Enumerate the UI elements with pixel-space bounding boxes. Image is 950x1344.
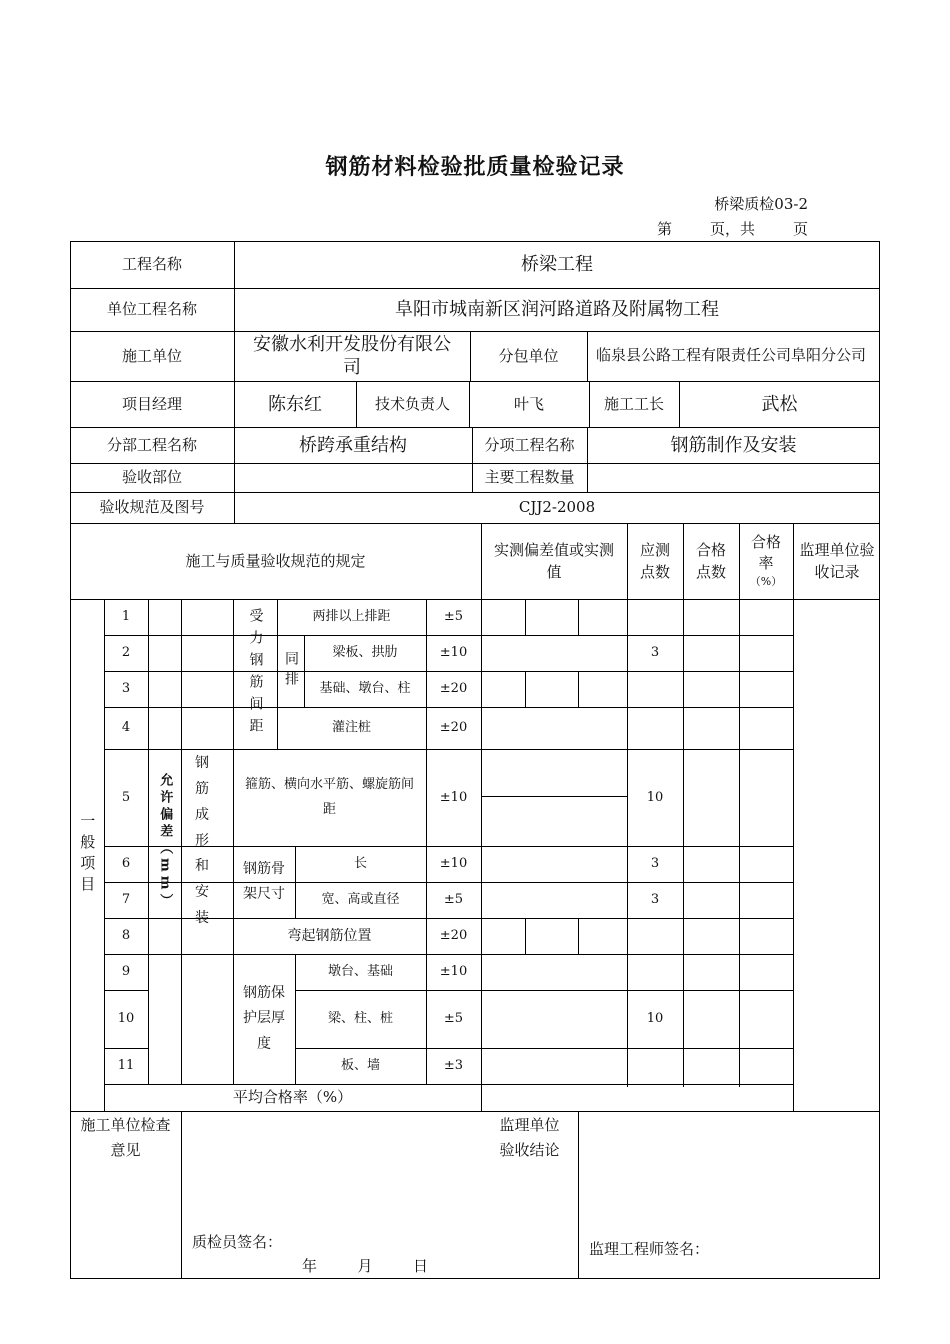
row-tol-6: ±10 xyxy=(439,856,468,872)
project-name-value: 桥梁工程 xyxy=(521,254,593,275)
average-pass-rate-label: 平均合格率（%） xyxy=(232,1088,353,1107)
same-row-group xyxy=(277,635,304,707)
supervisor-conclusion-text: 监理单位验收结论 xyxy=(499,1116,560,1159)
row-no-3: 3 xyxy=(121,681,131,697)
row-no-2: 2 xyxy=(121,645,131,661)
row-points-10: 10 xyxy=(646,1011,664,1027)
page-label-2: 页，共 xyxy=(709,220,755,238)
contractor-value: 安徽水利开发股份有限公司 xyxy=(253,333,451,378)
row-item-5: 箍筋、横向水平筋、螺旋筋间距 xyxy=(244,776,414,817)
row-item-8: 弯起钢筋位置 xyxy=(287,927,372,944)
date-year: 年 xyxy=(302,1256,318,1275)
page-label-3: 页 xyxy=(792,220,808,238)
date-day: 日 xyxy=(412,1256,428,1275)
quantity-label: 主要工程数量 xyxy=(484,468,575,487)
row-no-10: 10 xyxy=(117,1011,135,1027)
unit-project-label: 单位工程名称 xyxy=(106,300,197,319)
row-tol-7: ±5 xyxy=(443,892,464,908)
allow-deviation-label: 允许偏差（mm） xyxy=(157,772,173,911)
row-item-7: 宽、高或直径 xyxy=(321,892,400,908)
frame-size-label: 钢筋骨架尺寸 xyxy=(243,860,285,902)
forming-label: 钢筋成形和安装 xyxy=(195,754,219,927)
row-no-7: 7 xyxy=(121,892,131,908)
supervisor-conclusion-label xyxy=(481,1111,578,1163)
contractor-label: 施工单位 xyxy=(121,346,182,365)
division-value: 桥跨承重结构 xyxy=(299,434,407,456)
date-line xyxy=(300,1254,430,1278)
supervisor-header: 监理单位验收记录 xyxy=(799,540,875,581)
foreman-value: 武松 xyxy=(761,393,798,415)
forming-group xyxy=(181,599,233,1084)
row-points-7: 3 xyxy=(650,892,660,908)
subitem-label: 分项工程名称 xyxy=(484,435,575,454)
spec-value: CJJ2-2008 xyxy=(518,498,596,517)
stressed-spacing-group xyxy=(233,599,277,749)
row-no-5: 5 xyxy=(121,789,131,805)
row-tol-8: ±20 xyxy=(439,928,468,944)
passed-header: 合格点数 xyxy=(695,540,726,581)
row-item-11: 板、墙 xyxy=(340,1058,380,1074)
pm-value: 陈东红 xyxy=(268,393,322,415)
tech-label: 技术负责人 xyxy=(374,394,450,413)
project-name-label: 工程名称 xyxy=(121,255,182,274)
row-item-10: 梁、柱、桩 xyxy=(327,1011,393,1027)
page-label-1: 第 xyxy=(656,220,672,238)
row-tol-5: ±10 xyxy=(439,789,468,805)
general-items-label: 一般项目 xyxy=(78,813,97,897)
contractor-opinion-text: 施工单位检查意见 xyxy=(80,1116,171,1159)
row-points-5: 10 xyxy=(646,789,664,805)
row-points-2: 3 xyxy=(650,645,660,661)
row-tol-11: ±3 xyxy=(443,1058,464,1074)
form-number: 桥梁质检03-2 xyxy=(714,195,808,213)
row-item-1: 两排以上排距 xyxy=(312,609,391,625)
rate-header-unit: （%） xyxy=(749,575,783,589)
subitem-value: 钢筋制作及安装 xyxy=(670,434,797,456)
same-row-label: 同排 xyxy=(283,651,299,691)
row-tol-10: ±5 xyxy=(443,1011,464,1027)
engineer-sign-label: 监理工程师签名： xyxy=(589,1239,710,1258)
location-label: 验收部位 xyxy=(121,468,182,487)
row-no-11: 11 xyxy=(117,1058,135,1074)
row-item-9: 墩台、基础 xyxy=(327,964,393,980)
row-item-3: 基础、墩台、柱 xyxy=(319,681,411,697)
row-no-6: 6 xyxy=(121,856,131,872)
rate-header-label: 合格率 xyxy=(750,533,781,573)
row-points-6: 3 xyxy=(650,856,660,872)
foreman-label: 施工工长 xyxy=(603,394,664,413)
quantity-value xyxy=(587,463,880,492)
row-item-6: 长 xyxy=(353,856,367,872)
pm-label: 项目经理 xyxy=(121,394,182,413)
subcontractor-label: 分包单位 xyxy=(498,346,559,365)
tech-value: 叶飞 xyxy=(513,394,544,413)
row-no-9: 9 xyxy=(121,964,131,980)
division-label: 分部工程名称 xyxy=(106,435,197,454)
unit-project-value: 阜阳市城南新区润河路道路及附属物工程 xyxy=(395,299,719,320)
allow-deviation-group xyxy=(148,599,181,1084)
measured-header: 实测偏差值或实测值 xyxy=(493,540,614,581)
subcontractor-value: 临泉县公路工程有限责任公司阜阳分公司 xyxy=(596,346,867,365)
points-header: 应测点数 xyxy=(639,540,670,581)
row-item-2: 梁板、拱肋 xyxy=(332,645,398,661)
rules-header: 施工与质量验收规范的规定 xyxy=(185,551,366,570)
spec-label: 验收规范及图号 xyxy=(99,498,205,517)
row-tol-1: ±5 xyxy=(443,609,464,625)
page-title: 钢筋材料检验批质量检验记录 xyxy=(325,155,625,180)
date-month: 月 xyxy=(357,1256,373,1275)
location-value xyxy=(234,463,472,492)
row-tol-2: ±10 xyxy=(439,645,468,661)
row-tol-4: ±20 xyxy=(439,720,468,736)
inspector-sign-label: 质检员签名： xyxy=(192,1232,283,1251)
rate-header xyxy=(739,523,793,599)
row-item-4: 灌注桩 xyxy=(331,720,371,736)
cover-thickness-group xyxy=(233,954,295,1084)
row-no-8: 8 xyxy=(121,928,131,944)
row-tol-3: ±20 xyxy=(439,681,468,697)
frame-size-group xyxy=(233,846,295,918)
contractor-opinion-label xyxy=(70,1111,181,1163)
row-no-1: 1 xyxy=(121,609,131,625)
general-items-group xyxy=(70,599,104,1111)
stressed-spacing-label: 受力钢筋间距 xyxy=(247,608,264,740)
cover-thickness-label: 钢筋保护层厚度 xyxy=(243,985,285,1052)
row-tol-9: ±10 xyxy=(439,964,468,980)
row-no-4: 4 xyxy=(121,720,131,736)
